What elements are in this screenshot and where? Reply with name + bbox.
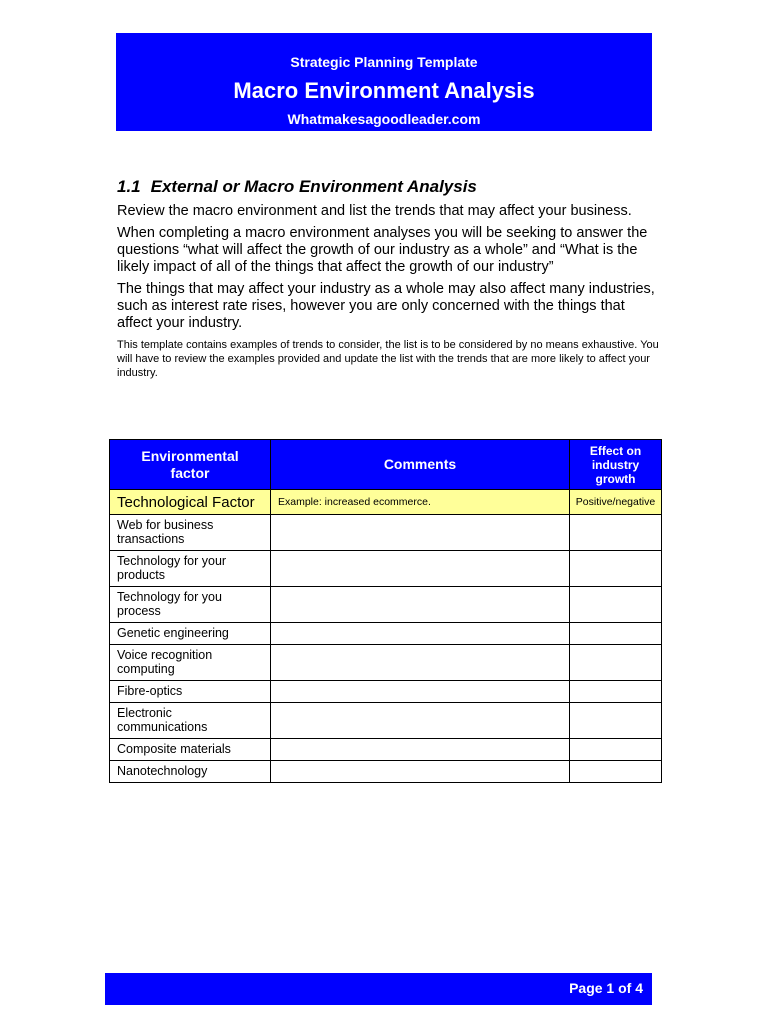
header-comments: Comments <box>271 440 570 490</box>
section-heading <box>117 176 662 198</box>
effect-cell[interactable] <box>570 587 662 623</box>
factor-label: Technology for you process <box>110 587 271 623</box>
section-title: External or Macro Environment Analysis <box>150 177 477 196</box>
comment-cell[interactable] <box>271 703 570 739</box>
comment-cell[interactable] <box>271 623 570 645</box>
comment-cell[interactable] <box>271 587 570 623</box>
table-row <box>110 761 662 783</box>
header-subtitle: Strategic Planning Template <box>290 54 478 70</box>
effect-cell[interactable] <box>570 761 662 783</box>
section-content <box>117 176 662 380</box>
section-number: 1.1 <box>117 177 141 196</box>
factor-label: Electronic communications <box>110 703 271 739</box>
factor-label: Composite materials <box>110 739 271 761</box>
table-row <box>110 739 662 761</box>
table-row <box>110 681 662 703</box>
footer-bar <box>105 973 652 1005</box>
table-row <box>110 645 662 681</box>
table-row <box>110 703 662 739</box>
table-row <box>110 587 662 623</box>
table-row <box>110 623 662 645</box>
factors-table <box>109 439 662 783</box>
factor-label: Technology for your products <box>110 551 271 587</box>
header-effect: Effect on industry growth <box>570 440 662 490</box>
comment-cell[interactable] <box>271 761 570 783</box>
factor-label: Fibre-optics <box>110 681 271 703</box>
header-factor: Environmental factor <box>110 440 271 490</box>
template-note: This template contains examples of trends to consider, the list is to be considered by no means exhaustive. You will have to review the examples provided and update the list with the trends that are more likely to affect your industry. <box>117 339 659 379</box>
paragraph: When completing a macro environment analyses you will be seeking to answer the questions “what will affect the growth of our industry as a whole” and “What is the likely impact of all of the things that affect the growth of our industry” <box>117 225 648 275</box>
effect-cell[interactable] <box>570 645 662 681</box>
comment-cell[interactable] <box>271 681 570 703</box>
comment-cell[interactable] <box>271 645 570 681</box>
effect-cell[interactable] <box>570 551 662 587</box>
category-label: Technological Factor <box>110 490 271 515</box>
table-row <box>110 551 662 587</box>
category-comment[interactable]: Example: increased ecommerce. <box>271 490 570 515</box>
factor-label: Web for business transactions <box>110 515 271 551</box>
category-row <box>110 490 662 515</box>
effect-cell[interactable] <box>570 623 662 645</box>
factor-label: Voice recognition computing <box>110 645 271 681</box>
factor-label: Genetic engineering <box>110 623 271 645</box>
effect-cell[interactable] <box>570 739 662 761</box>
table-header-row <box>110 440 662 490</box>
header-site: Whatmakesagoodleader.com <box>287 111 481 127</box>
effect-cell[interactable] <box>570 515 662 551</box>
page-number: Page 1 of 4 <box>569 980 643 996</box>
factor-label: Nanotechnology <box>110 761 271 783</box>
effect-cell[interactable] <box>570 703 662 739</box>
header-banner <box>116 33 652 131</box>
effect-cell[interactable] <box>570 681 662 703</box>
page-title: Macro Environment Analysis <box>233 78 535 103</box>
category-effect[interactable]: Positive/negative <box>570 490 662 515</box>
comment-cell[interactable] <box>271 551 570 587</box>
table-row <box>110 515 662 551</box>
comment-cell[interactable] <box>271 515 570 551</box>
paragraph: The things that may affect your industry as a whole may also affect many industries, such as interest rate rises, however you are only concerned with the things that affect your industry. <box>117 281 655 331</box>
paragraph: Review the macro environment and list the trends that may affect your business. <box>117 203 632 219</box>
comment-cell[interactable] <box>271 739 570 761</box>
